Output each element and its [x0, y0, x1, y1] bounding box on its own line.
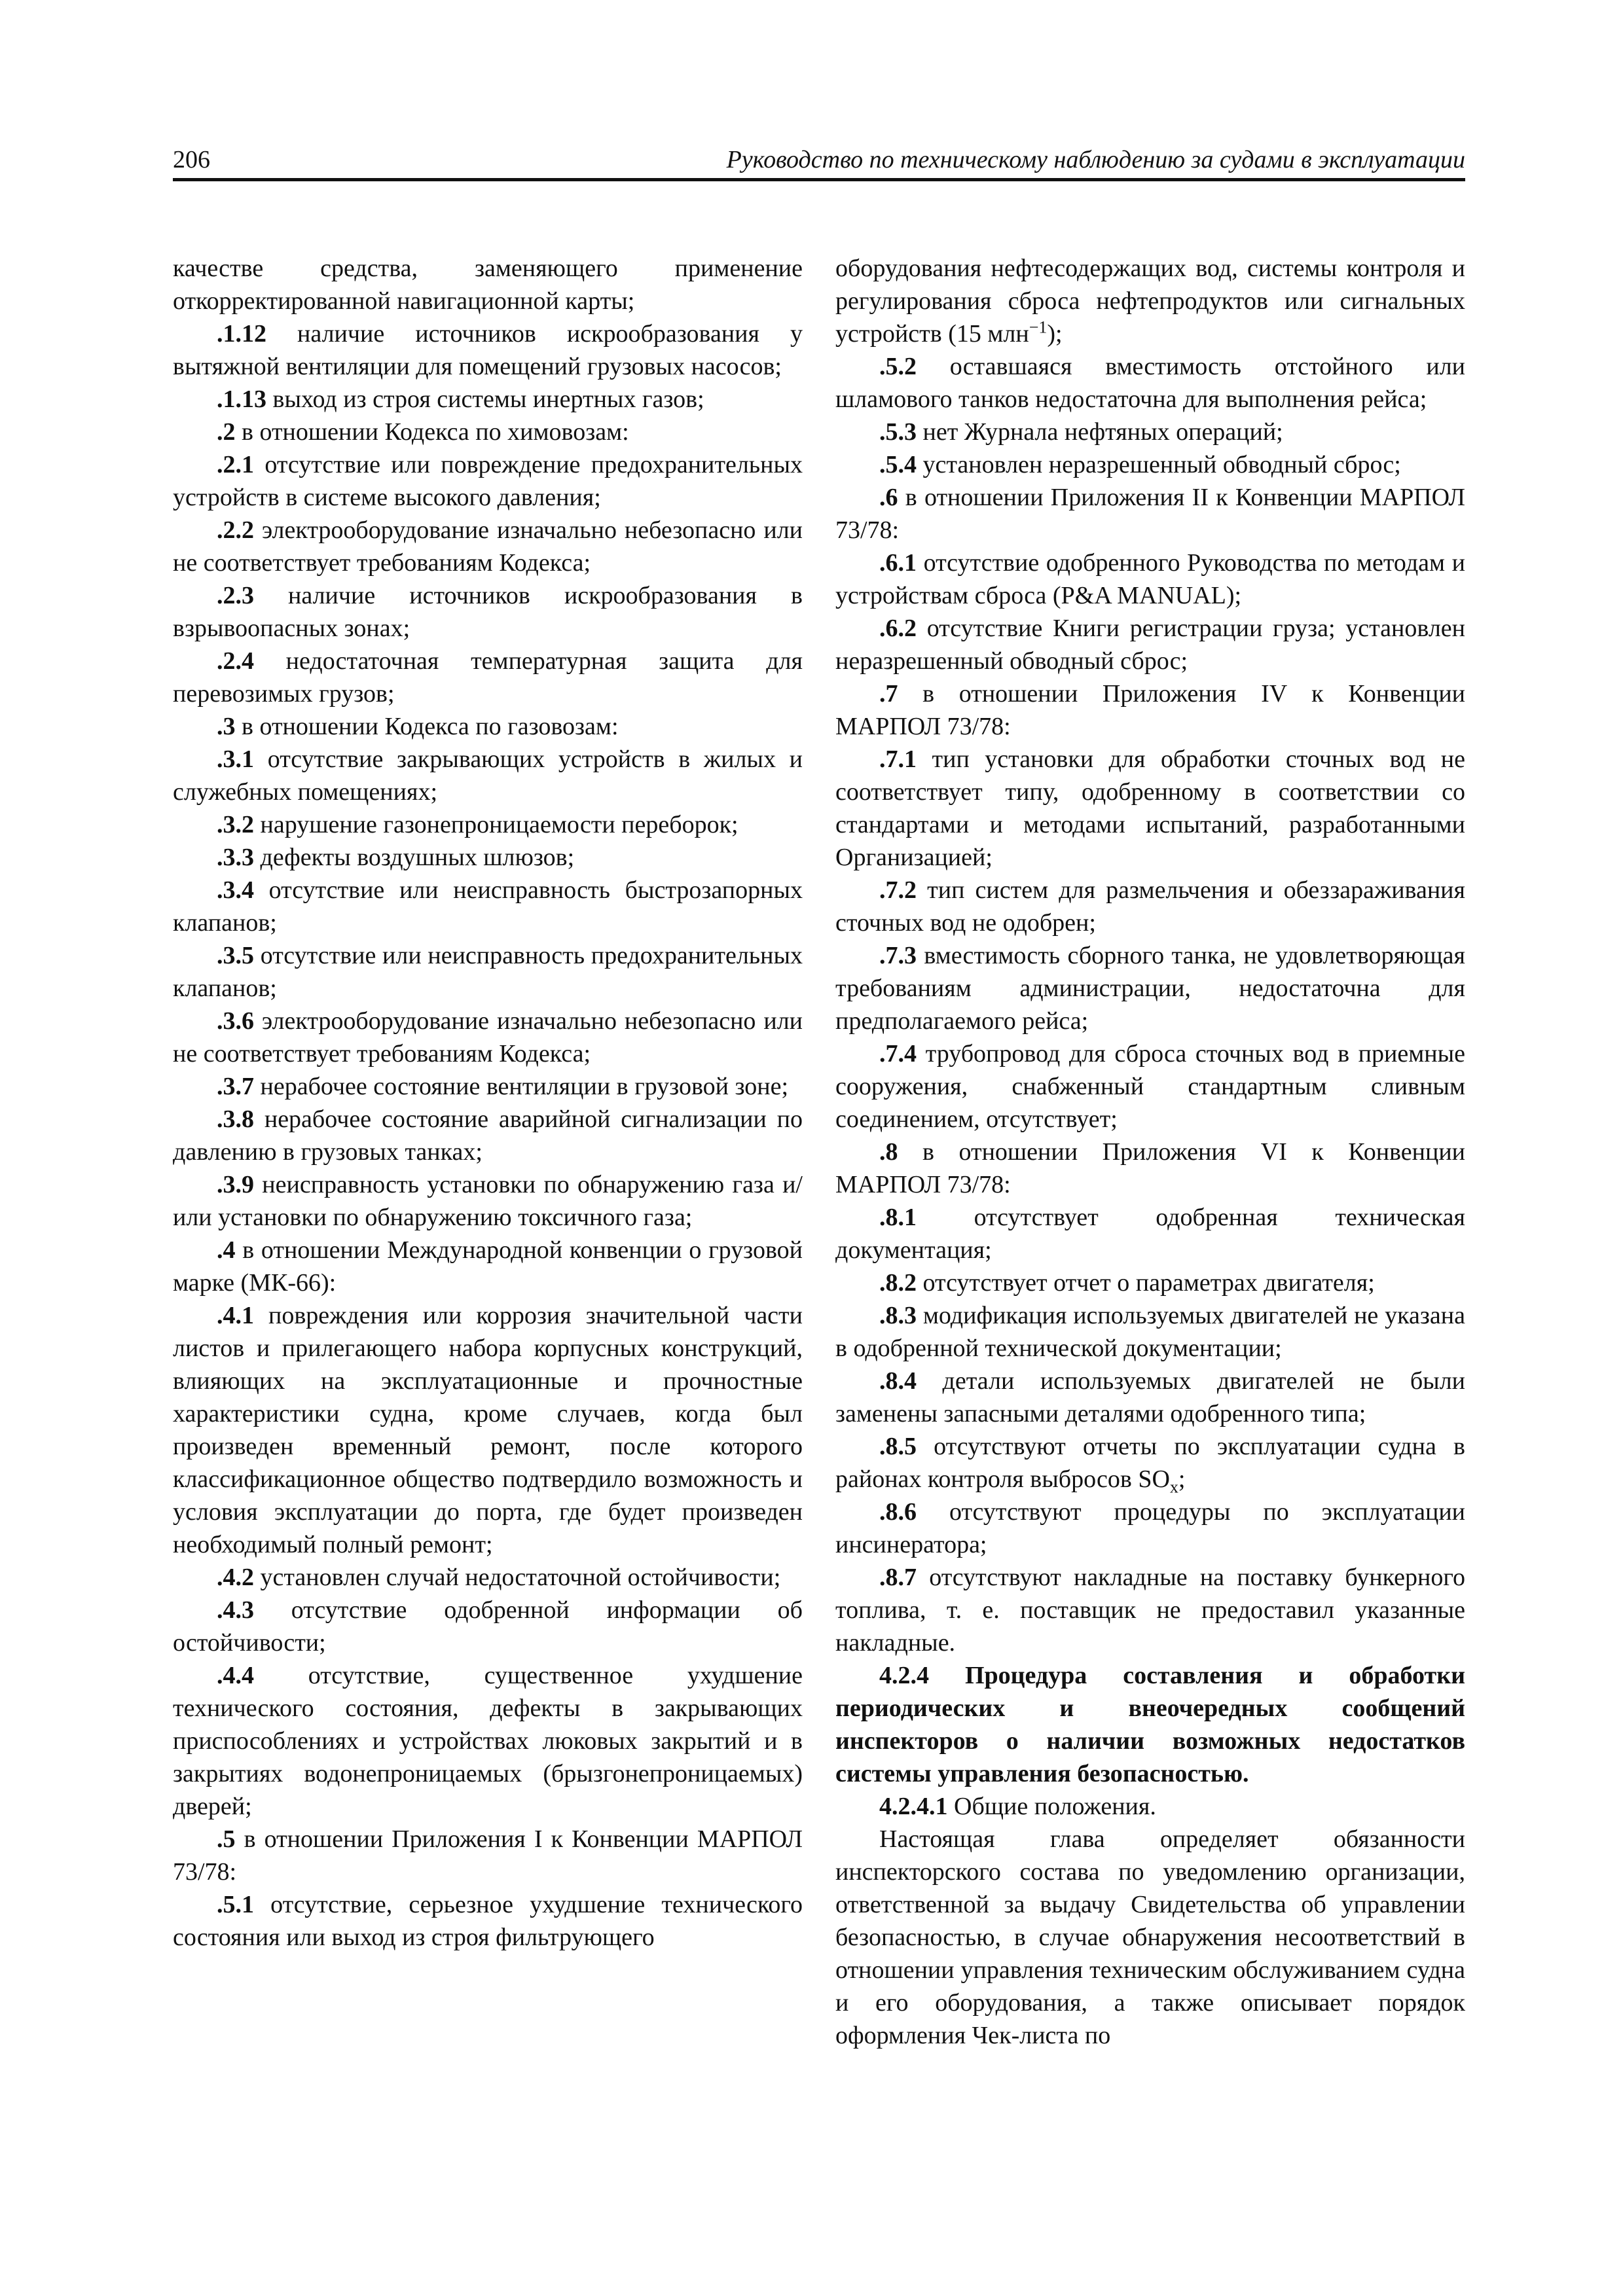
paragraph [835, 448, 1465, 481]
paragraph [835, 1430, 1465, 1496]
item-text: отсутствие или неисправность предохранительных клапанов; [173, 942, 803, 1002]
item-number: .8.3 [879, 1302, 917, 1329]
paragraph [173, 1070, 803, 1103]
running-header [173, 143, 1465, 181]
paragraph [173, 252, 803, 317]
paragraph [173, 416, 803, 448]
item-number: .7.1 [879, 745, 917, 773]
paragraph [835, 743, 1465, 874]
item-number: .7.4 [879, 1040, 917, 1067]
item-text: отсутствие одобренной информации об остойчивости; [173, 1596, 803, 1657]
paragraph [835, 874, 1465, 939]
item-text: оборудования нефтесодержащих вод, системы контроля и регулирования сброса нефтепродуктов или сигнальных устройств (15 млн [835, 255, 1465, 348]
paragraph [173, 808, 803, 841]
paragraph [835, 1496, 1465, 1561]
item-text: отсутствие, существенное ухудшение технического состояния, дефекты в закрывающих приспособлениях и устройствах люковых закрытий и в закрытиях водонепроницаемых (брызгонепроницаемых) дверей; [173, 1662, 803, 1820]
paragraph [835, 252, 1465, 350]
item-text: качестве средства, заменяющего применение откорректированной навигационной карты; [173, 255, 803, 315]
paragraph [835, 612, 1465, 677]
item-number: .2 [217, 418, 236, 446]
paragraph [173, 317, 803, 383]
item-number: .2.2 [217, 516, 254, 544]
paragraph [835, 547, 1465, 612]
paragraph [835, 1659, 1465, 1790]
item-number: .2.1 [217, 451, 254, 478]
item-number: .3.8 [217, 1105, 254, 1133]
running-title: Руководство по техническому наблюдению за судами в эксплуатации [726, 146, 1465, 173]
paragraph [835, 939, 1465, 1037]
item-number: .5.3 [879, 418, 917, 446]
item-text: трубопровод для сброса сточных вод в приемные сооружения, снабженный стандартным сливным соединением, отсутствует; [835, 1040, 1465, 1133]
page-number: 206 [173, 146, 210, 173]
item-number: .1.12 [217, 320, 266, 348]
item-number: .4 [217, 1236, 236, 1264]
section-heading: 4.2.4 Процедура составления и обработки периодических и внеочередных сообщений инспекторов о наличии возможных недостатков системы управления безопасностью. [835, 1662, 1465, 1787]
item-number: .4.1 [217, 1302, 254, 1329]
item-number: .6.1 [879, 549, 917, 577]
item-text: отсутствие или повреждение предохранительных устройств в системе высокого давления; [173, 451, 803, 511]
item-text: установлен неразрешенный обводный сброс; [917, 451, 1401, 478]
left-column [173, 252, 803, 1954]
item-number: .7.3 [879, 942, 917, 969]
item-number: .3 [217, 713, 236, 740]
paragraph [173, 1005, 803, 1070]
item-text: выход из строя системы инертных газов; [266, 386, 704, 413]
paragraph [835, 1561, 1465, 1659]
item-number: .3.5 [217, 942, 254, 969]
item-number: .3.7 [217, 1073, 254, 1100]
paragraph [835, 481, 1465, 547]
item-number: .5.4 [879, 451, 917, 478]
item-text: электрооборудование изначально небезопасно или не соответствует требованиям Кодекса; [173, 516, 803, 577]
item-text: электрооборудование изначально небезопасно или не соответствует требованиям Кодекса; [173, 1007, 803, 1067]
item-text: в отношении Приложения IV к Конвенции МАРПОЛ 73/78: [835, 680, 1465, 740]
item-text: нет Журнала нефтяных операций; [917, 418, 1283, 446]
item-text: оставшаяся вместимость отстойного или шламового танков недостаточна для выполнения рейса; [835, 353, 1465, 413]
item-text: нерабочее состояние вентиляции в грузовой зоне; [254, 1073, 789, 1100]
paragraph [173, 514, 803, 579]
paragraph [173, 743, 803, 808]
item-text: в отношении Международной конвенции о грузовой марке (МК-66): [173, 1236, 803, 1297]
item-number: .7 [879, 680, 898, 708]
item-text: отсутствует отчет о параметрах двигателя; [917, 1269, 1375, 1297]
item-text: наличие источников искрообразования в взрывоопасных зонах; [173, 582, 803, 642]
item-text: отсутствие одобренного Руководства по методам и устройствам сброса (P&A MANUAL); [835, 549, 1465, 609]
item-text: в отношении Приложения II к Конвенции МАРПОЛ 73/78: [835, 484, 1465, 544]
item-number: .8.1 [879, 1204, 917, 1231]
item-text: детали используемых двигателей не были заменены запасными деталями одобренного типа; [835, 1367, 1465, 1427]
item-text: наличие источников искрообразования у вытяжной вентиляции для помещений грузовых насосов; [173, 320, 803, 380]
item-text: нерабочее состояние аварийной сигнализации по давлению в грузовых танках; [173, 1105, 803, 1166]
paragraph [173, 1594, 803, 1659]
item-text-tail: ; [1178, 1465, 1186, 1493]
paragraph [173, 1103, 803, 1168]
item-text: отсутствие закрывающих устройств в жилых и служебных помещениях; [173, 745, 803, 806]
paragraph [835, 1266, 1465, 1299]
paragraph [173, 579, 803, 645]
item-text: отсутствие Книги регистрации груза; установлен неразрешенный обводный сброс; [835, 615, 1465, 675]
item-text: установлен случай недостаточной остойчивости; [254, 1564, 781, 1591]
paragraph [835, 1136, 1465, 1201]
item-number: .8 [879, 1138, 898, 1166]
paragraph [173, 874, 803, 939]
item-number: .4.3 [217, 1596, 254, 1624]
item-number: .4.2 [217, 1564, 254, 1591]
item-number: .2.4 [217, 647, 254, 675]
paragraph [173, 1659, 803, 1823]
item-number: .8.6 [879, 1498, 917, 1526]
paragraph [173, 1888, 803, 1954]
item-number: .8.5 [879, 1433, 917, 1460]
paragraph [835, 1365, 1465, 1430]
item-text: отсутствуют накладные на поставку бункерного топлива, т. е. поставщик не предоставил указанные накладные. [835, 1564, 1465, 1657]
item-number: .5.1 [217, 1891, 254, 1918]
item-text: дефекты воздушных шлюзов; [254, 844, 575, 871]
item-number: .8.2 [879, 1269, 917, 1297]
paragraph [835, 677, 1465, 743]
paragraph [835, 416, 1465, 448]
item-number: .5 [217, 1825, 236, 1853]
paragraph [173, 1561, 803, 1594]
paragraph [835, 1299, 1465, 1365]
item-number: .6.2 [879, 615, 917, 642]
item-number: .1.13 [217, 386, 266, 413]
paragraph [835, 1037, 1465, 1136]
item-text: в отношении Кодекса по химовозам: [235, 418, 629, 446]
item-number: .3.1 [217, 745, 254, 773]
paragraph [173, 939, 803, 1005]
paragraph [835, 1201, 1465, 1266]
item-number: .5.2 [879, 353, 917, 380]
item-number: .8.4 [879, 1367, 917, 1395]
item-number: .6 [879, 484, 898, 511]
item-text: Общие положения. [947, 1793, 1156, 1820]
item-text: Настоящая глава определяет обязанности инспекторского состава по уведомлению организации, ответственной за выдачу Свидетельства об управлении безопасностью, в случае обнаружения несоответствий в отношении управления техническим обслуживанием судна и его оборудования, а также описывает порядок оформления Чек-листа по [835, 1825, 1465, 2049]
item-number: 4.2.4.1 [879, 1793, 948, 1820]
paragraph [173, 1168, 803, 1234]
item-text: в отношении Кодекса по газовозам: [235, 713, 619, 740]
subscript: x [1169, 1477, 1178, 1497]
item-number: .4.4 [217, 1662, 254, 1689]
item-text: отсутствуют процедуры по эксплуатации инсинератора; [835, 1498, 1465, 1558]
item-text: отсутствие или неисправность быстрозапорных клапанов; [173, 876, 803, 937]
paragraph [173, 1823, 803, 1888]
paragraph [835, 350, 1465, 416]
paragraph [173, 841, 803, 874]
item-text: повреждения или коррозия значительной части листов и прилегающего набора корпусных конструкций, влияющих на эксплуатационные и прочностные характеристики судна, кроме случаев, когда был произведен временный ремонт, после которого классификационное общество подтвердило возможность и условия эксплуатации до порта, где будет произведен необходимый полный ремонт; [173, 1302, 803, 1558]
item-number: .3.4 [217, 876, 254, 904]
item-text: модификация используемых двигателей не указана в одобренной технической документации; [835, 1302, 1465, 1362]
item-text: отсутствие, серьезное ухудшение технического состояния или выход из строя фильтрующего [173, 1891, 803, 1951]
item-text: в отношении Приложения I к Конвенции МАРПОЛ 73/78: [173, 1825, 803, 1886]
item-text: неисправность установки по обнаружению газа и/или установки по обнаружению токсичного газа; [173, 1171, 803, 1231]
paragraph [173, 1234, 803, 1299]
paragraph [835, 1823, 1465, 2052]
item-text: отсутствует одобренная техническая документация; [835, 1204, 1465, 1264]
item-number: .3.2 [217, 811, 254, 838]
paragraph [835, 1790, 1465, 1823]
paragraph [173, 1299, 803, 1561]
superscript: −1 [1029, 317, 1048, 337]
item-number: .3.6 [217, 1007, 254, 1035]
item-text: отсутствуют отчеты по эксплуатации судна в районах контроля выбросов SO [835, 1433, 1465, 1493]
paragraph [173, 645, 803, 710]
right-column [835, 252, 1465, 2052]
item-number: .3.9 [217, 1171, 254, 1198]
item-number: .8.7 [879, 1564, 917, 1591]
paragraph [173, 383, 803, 416]
paragraph [173, 448, 803, 514]
item-number: .2.3 [217, 582, 254, 609]
item-text: нарушение газонепроницаемости переборок; [254, 811, 739, 838]
item-number: .3.3 [217, 844, 254, 871]
item-number: .7.2 [879, 876, 917, 904]
item-text: тип установки для обработки сточных вод не соответствует типу, одобренному в соответствии со стандартами и методами испытаний, разработанными Организацией; [835, 745, 1465, 871]
paragraph [173, 710, 803, 743]
item-text-tail: ); [1047, 320, 1063, 348]
item-text: в отношении Приложения VI к Конвенции МАРПОЛ 73/78: [835, 1138, 1465, 1198]
item-text: недостаточная температурная защита для перевозимых грузов; [173, 647, 803, 708]
item-text: вместимость сборного танка, не удовлетворяющая требованиям администрации, недостаточна для предполагаемого рейса; [835, 942, 1465, 1035]
item-text: тип систем для размельчения и обеззараживания сточных вод не одобрен; [835, 876, 1465, 937]
